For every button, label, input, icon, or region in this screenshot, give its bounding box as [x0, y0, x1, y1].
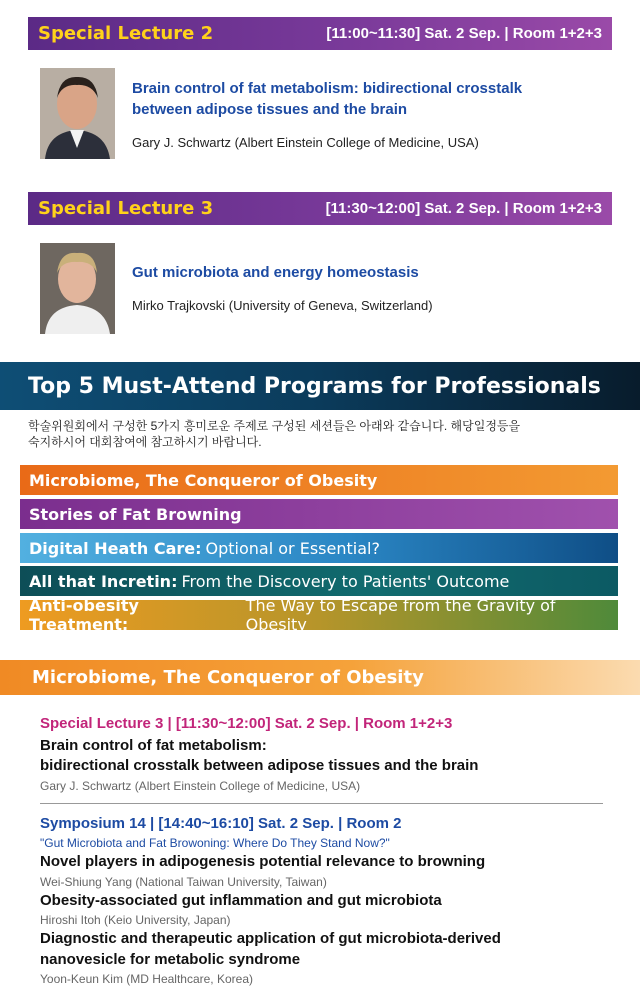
program-bold: Microbiome, The Conqueror of Obesity — [29, 470, 378, 490]
talk-title: Obesity-associated gut inflammation and gut microbiota — [40, 892, 442, 909]
special-lecture-3-body — [40, 243, 620, 338]
lecture-title-line1: Gut microbiota and energy homeostasis — [132, 264, 419, 281]
lecture-title-line2: between adipose tissues and the brain — [132, 101, 408, 118]
program-item-digital-health[interactable] — [20, 533, 618, 563]
special-lecture-3-bar — [28, 192, 612, 225]
top5-heading: Top 5 Must-Attend Programs for Professionals — [0, 362, 640, 410]
talk-speaker: Yoon-Keun Kim (MD Healthcare, Korea) — [40, 972, 253, 986]
program-item-incretin[interactable] — [20, 566, 618, 596]
program-item-anti-obesity[interactable] — [20, 596, 618, 634]
program-bold: Anti-obesity Treatment: — [29, 596, 139, 634]
intro-line-1: 학술위원회에서 구성한 5가지 흥미로운 주제로 구성된 세션들은 아래와 같습니다. 해당일정등을 — [28, 419, 521, 433]
person-portrait-icon — [40, 68, 115, 159]
special-lecture-2-bar — [28, 17, 612, 50]
lecture-session-heading: Special Lecture 3 | [11:30~12:00] Sat. 2 Sep. | Room 1+2+3 — [40, 715, 453, 732]
person-portrait-icon — [40, 243, 115, 334]
symposium-heading: Symposium 14 | [14:40~16:10] Sat. 2 Sep. | Room 2 — [40, 815, 402, 832]
special-lecture-2-body — [40, 68, 620, 163]
speaker-photo-trajkovski — [40, 243, 115, 334]
program-rest: From the Discovery to Patients' Outcome — [181, 571, 510, 591]
lecture-time: [11:00~11:30] Sat. 2 Sep. | Room 1+2+3 — [326, 25, 602, 42]
lecture-time: [11:30~12:00] Sat. 2 Sep. | Room 1+2+3 — [325, 200, 602, 217]
talk-title: Brain control of fat metabolism: — [40, 737, 267, 754]
top5-intro — [28, 418, 618, 450]
program-item-fat-browning[interactable] — [20, 499, 618, 529]
talk-speaker: Hiroshi Itoh (Keio University, Japan) — [40, 913, 231, 927]
program-item-microbiome[interactable] — [20, 465, 618, 495]
program-bold: All that Incretin: — [29, 571, 178, 591]
talk-title: nanovesicle for metabolic syndrome — [40, 951, 301, 968]
talk-title: Diagnostic and therapeutic application of gut microbiota-derived — [40, 930, 501, 947]
program-rest: Optional or Essential? — [205, 538, 380, 558]
section-divider — [40, 803, 603, 804]
talk-speaker: Gary J. Schwartz (Albert Einstein College of Medicine, USA) — [40, 779, 361, 793]
lecture-label: Special Lecture 3 — [38, 198, 214, 219]
lecture-title-line1: Brain control of fat metabolism: bidirectional crosstalk — [132, 80, 523, 97]
talk-title: bidirectional crosstalk between adipose tissues and the brain — [40, 757, 479, 774]
speaker-photo-schwartz — [40, 68, 115, 159]
program-rest: The Way to Escape from the Gravity of Obesity — [245, 596, 556, 634]
symposium-subtitle: "Gut Microbiota and Fat Browoning: Where Do They Stand Now?" — [40, 836, 390, 850]
talk-speaker: Wei-Shiung Yang (National Taiwan University, Taiwan) — [40, 875, 327, 889]
lecture-speaker: Mirko Trajkovski (University of Geneva, Switzerland) — [132, 298, 433, 313]
intro-line-2: 숙지하시어 대회참여에 참고하시기 바랍니다. — [28, 435, 262, 449]
lecture-label: Special Lecture 2 — [38, 23, 214, 44]
program-bold: Stories of Fat Browning — [29, 504, 242, 524]
program-bold: Digital Heath Care: — [29, 538, 202, 558]
talk-title: Novel players in adipogenesis potential relevance to browning — [40, 853, 486, 870]
lecture-speaker: Gary J. Schwartz (Albert Einstein College of Medicine, USA) — [132, 135, 479, 150]
section-heading: Microbiome, The Conqueror of Obesity — [0, 660, 640, 695]
